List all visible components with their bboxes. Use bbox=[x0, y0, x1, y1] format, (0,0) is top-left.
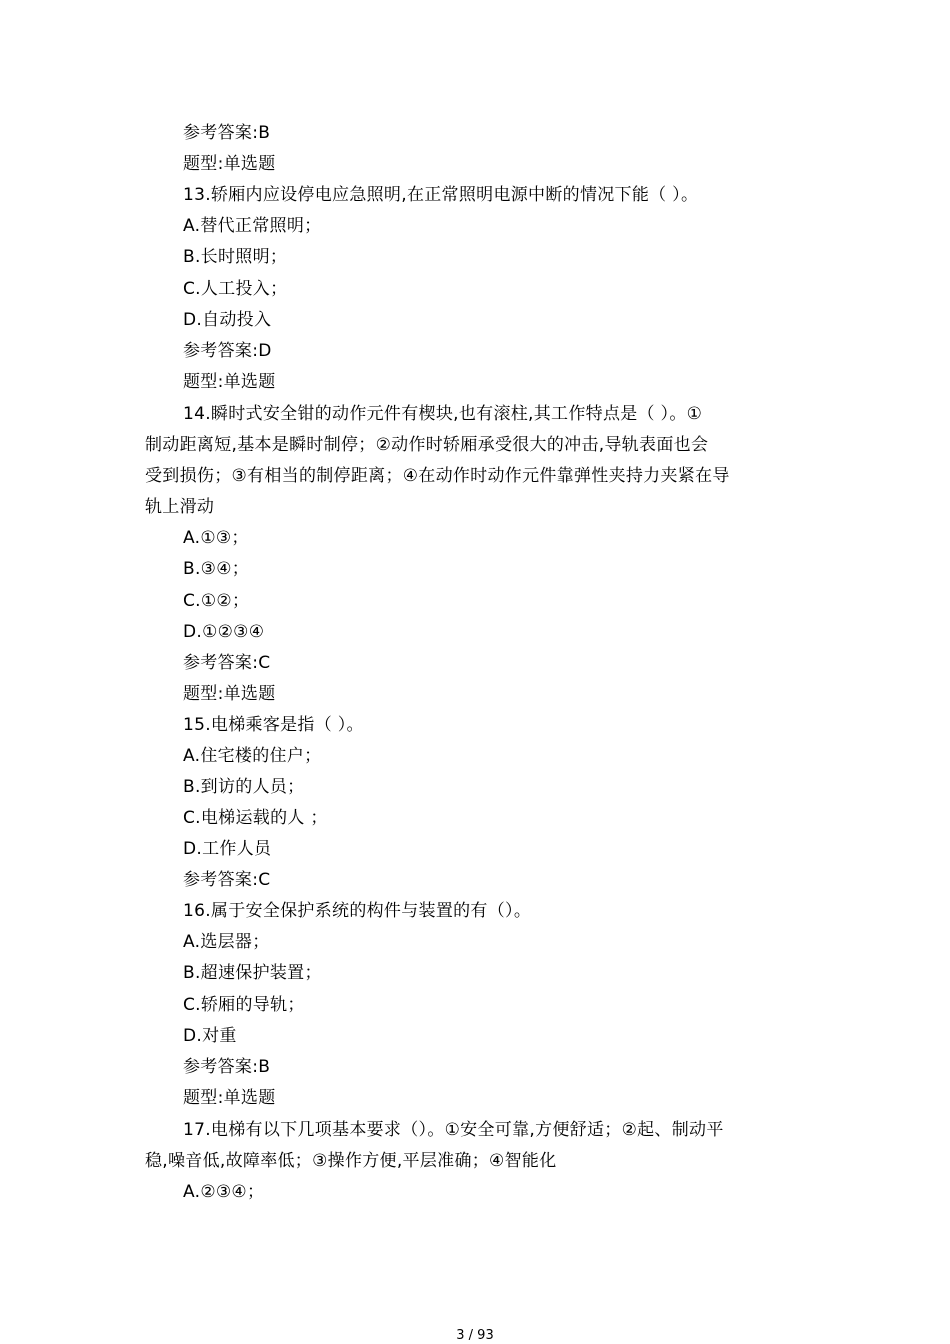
q14-stem-line-2: 制动距离短,基本是瞬时制停；②动作时轿厢承受很大的冲击,导轨表面也会 bbox=[145, 435, 709, 455]
q13-option-a: A.替代正常照明； bbox=[183, 216, 322, 236]
q14-stem-line-1: 14.瞬时式安全钳的动作元件有楔块,也有滚柱,其工作特点是（ ）。① bbox=[183, 404, 703, 424]
q14-option-a: A.①③； bbox=[183, 528, 249, 548]
q14-stem-line-3: 受到损伤；③有相当的制停距离；④在动作时动作元件靠弹性夹持力夹紧在导 bbox=[145, 466, 730, 486]
q14-option-b: B.③④； bbox=[183, 559, 250, 579]
q16-type: 题型:单选题 bbox=[183, 1088, 276, 1108]
q14-option-c: C.①②； bbox=[183, 591, 250, 611]
q13-answer: 参考答案:D bbox=[183, 341, 272, 361]
q13-option-d: D.自动投入 bbox=[183, 310, 272, 330]
q15-stem: 15.电梯乘客是指（ ）。 bbox=[183, 715, 364, 735]
q14-type: 题型:单选题 bbox=[183, 684, 276, 704]
q14-answer: 参考答案:C bbox=[183, 653, 271, 673]
q16-option-d: D.对重 bbox=[183, 1026, 237, 1046]
q16-answer: 参考答案:B bbox=[183, 1057, 271, 1077]
q15-option-c: C.电梯运载的人 ； bbox=[183, 808, 328, 828]
q15-option-d: D.工作人员 bbox=[183, 839, 272, 859]
q16-stem: 16.属于安全保护系统的构件与装置的有（）。 bbox=[183, 901, 532, 921]
q15-option-a: A.住宅楼的住户； bbox=[183, 746, 322, 766]
q16-option-a: A.选层器； bbox=[183, 932, 270, 952]
q17-option-a: A.②③④； bbox=[183, 1182, 265, 1202]
q17-stem-line-1: 17.电梯有以下几项基本要求（）。①安全可靠,方便舒适；②起、制动平 bbox=[183, 1120, 724, 1140]
q13-option-b: B.长时照明； bbox=[183, 247, 288, 267]
q13-option-c: C.人工投入； bbox=[183, 279, 288, 299]
q14-stem-line-4: 轨上滑动 bbox=[145, 497, 215, 517]
page-number: 3 / 93 bbox=[456, 1328, 494, 1343]
q16-option-c: C.轿厢的导轨； bbox=[183, 995, 305, 1015]
q13-type: 题型:单选题 bbox=[183, 372, 276, 392]
q15-option-b: B.到访的人员； bbox=[183, 777, 305, 797]
q16-option-b: B.超速保护装置； bbox=[183, 963, 322, 983]
q14-option-d: D.①②③④ bbox=[183, 622, 265, 642]
q15-answer: 参考答案:C bbox=[183, 870, 271, 890]
q12-type: 题型:单选题 bbox=[183, 154, 276, 174]
q17-stem-line-2: 稳,噪音低,故障率低；③操作方便,平层准确；④智能化 bbox=[145, 1151, 557, 1171]
q13-stem: 13.轿厢内应设停电应急照明,在正常照明电源中断的情况下能（ ）。 bbox=[183, 185, 699, 205]
q12-answer: 参考答案:B bbox=[183, 123, 271, 143]
